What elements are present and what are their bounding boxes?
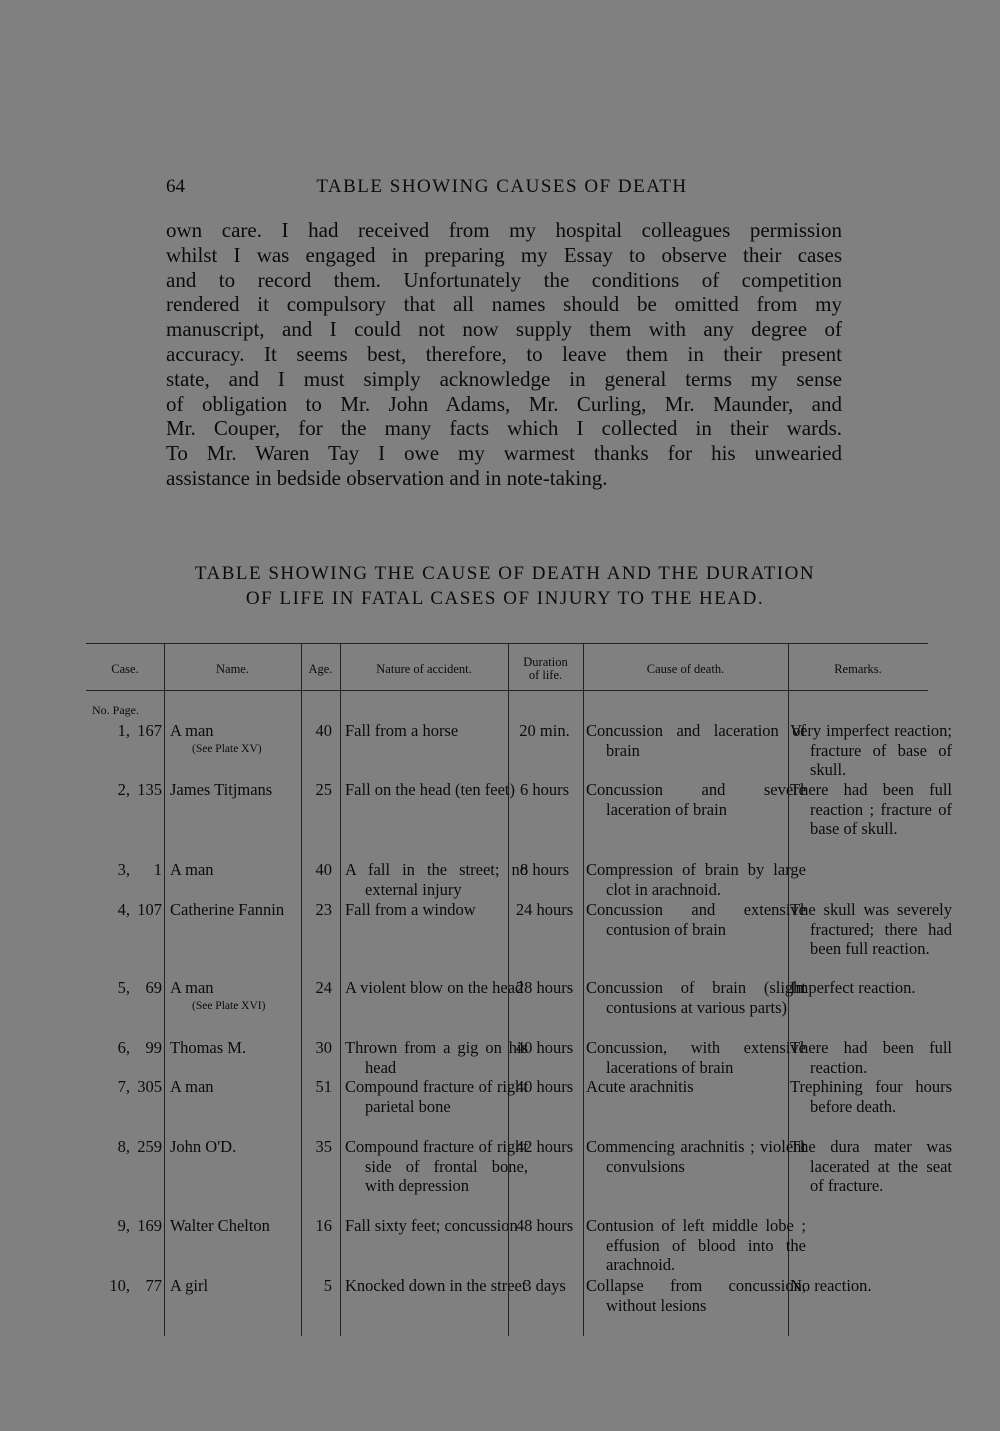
case-number: 8,	[117, 1137, 130, 1156]
case-page: 69	[145, 978, 162, 997]
patient-name	[170, 978, 300, 1015]
text-line: assistance in bedside observation and in note-taking.	[166, 465, 608, 490]
patient-name	[170, 1038, 300, 1058]
table-top-rule	[86, 643, 928, 644]
duration-of-life: 20 min.	[519, 721, 570, 740]
case-page: 305	[137, 1077, 162, 1096]
name-text: A girl	[170, 1276, 209, 1295]
cause-of-death: Concussion and severe laceration of brain	[586, 780, 806, 819]
name-text: Walter Chelton	[170, 1216, 270, 1235]
column-divider	[583, 643, 584, 1336]
cause-of-death: Concussion, with extensive lacerations of brain	[586, 1038, 806, 1077]
caption-line: OF LIFE IN FATAL CASES OF INJURY TO THE HEAD.	[245, 588, 765, 609]
text-line: Mr. Couper, for the many facts which I collected in their wards.	[166, 416, 842, 441]
text-line: and to record them. Unfortunately the conditions of competition	[166, 267, 842, 292]
case-number: 1,	[117, 721, 130, 740]
text-line: accuracy. It seems best, therefore, to leave them in their present	[166, 341, 842, 366]
caption-line: TABLE SHOWING THE CAUSE OF DEATH AND THE DURATION	[194, 563, 816, 584]
plate-note: (See Plate XVI)	[192, 999, 266, 1012]
nature-of-accident: Fall sixty feet; concussion	[345, 1216, 518, 1235]
text-line: rendered it compulsory that all names should be omitted from my	[166, 292, 842, 317]
table-caption	[150, 561, 860, 611]
patient-age: 5	[323, 1276, 332, 1295]
patient-age: 40	[315, 721, 332, 740]
duration-of-life: 48 hours	[515, 1216, 574, 1235]
cause-of-death: Acute arachnitis	[586, 1077, 694, 1096]
case-number: 6,	[117, 1038, 130, 1057]
header-duration-line: Duration	[523, 655, 568, 669]
case-number: 9,	[117, 1216, 130, 1235]
running-title: TABLE SHOWING CAUSES OF DEATH	[316, 176, 688, 197]
body-paragraph	[166, 218, 842, 491]
nature-of-accident: Fall from a window	[345, 900, 476, 919]
cause-of-death: Concussion and extensive contusion of brain	[586, 900, 806, 939]
header-duration	[508, 648, 583, 690]
name-text: John O'D.	[170, 1137, 237, 1156]
duration-of-life: 8 hours	[519, 860, 570, 879]
case-page: 167	[137, 721, 162, 740]
patient-name	[170, 1137, 300, 1157]
column-divider	[164, 643, 165, 1336]
patient-name	[170, 1077, 300, 1097]
header-bottom-rule	[86, 690, 928, 691]
duration-of-life: 40 hours	[515, 1077, 574, 1096]
remarks: No reaction.	[790, 1276, 872, 1295]
header-cause: Cause of death.	[646, 661, 725, 676]
text-line: own care. I had received from my hospital colleagues permission	[166, 218, 842, 242]
running-head	[166, 176, 838, 200]
patient-age: 30	[315, 1038, 332, 1057]
case-number: 7,	[117, 1077, 130, 1096]
cause-of-death: Contusion of left middle lobe ; effusion of blood into the arachnoid.	[586, 1216, 806, 1274]
remarks: Imperfect reaction.	[790, 978, 916, 997]
name-text: A man	[170, 860, 214, 879]
case-page: 107	[137, 900, 162, 919]
remarks: There had been full reaction ; fracture of base of skull.	[790, 780, 952, 838]
column-divider	[340, 643, 341, 1336]
patient-age: 25	[315, 780, 332, 799]
text-line: of obligation to Mr. John Adams, Mr. Curling, Mr. Maunder, and	[166, 391, 842, 416]
duration-of-life: 24 hours	[515, 900, 574, 919]
cause-of-death: Compression of brain by large clot in arachnoid.	[586, 860, 806, 899]
case-number: 3,	[117, 860, 130, 879]
remarks: Very imperfect reaction; fracture of base of skull.	[790, 721, 952, 779]
text-line: state, and I must simply acknowledge in general terms my sense	[166, 366, 842, 391]
remarks: The skull was severely fractured; there had been full reaction.	[790, 900, 952, 958]
patient-name	[170, 1276, 300, 1296]
text-line: To Mr. Waren Tay I owe my warmest thanks for his unwearied	[166, 441, 842, 466]
patient-name	[170, 860, 300, 880]
patient-age: 16	[315, 1216, 332, 1235]
text-line: manuscript, and I could not now supply them with any degree of	[166, 317, 842, 342]
patient-name	[170, 900, 320, 920]
page-number: 64	[166, 176, 185, 197]
case-page: 1	[153, 860, 162, 879]
case-page: 135	[137, 780, 162, 799]
case-number: 10,	[109, 1276, 130, 1295]
name-text: A man	[170, 721, 214, 740]
remarks: The dura mater was lacerated at the seat of fracture.	[790, 1137, 952, 1195]
header-duration-line: of life.	[528, 668, 563, 682]
case-number: 4,	[117, 900, 130, 919]
header-remarks: Remarks.	[834, 661, 882, 676]
plate-note: (See Plate XV)	[192, 742, 262, 755]
duration-of-life: 6 hours	[519, 780, 570, 799]
header-name: Name.	[216, 661, 249, 676]
patient-age: 23	[315, 900, 332, 919]
case-number: 5,	[117, 978, 130, 997]
duration-of-life: 40 hours	[515, 1038, 574, 1057]
patient-name	[170, 721, 300, 758]
nature-of-accident: Fall on the head (ten feet)	[345, 780, 515, 799]
name-text: A man	[170, 1077, 214, 1096]
nature-of-accident: Compound fracture of right side of frontal bone, with depression	[345, 1137, 528, 1195]
nature-of-accident: Fall from a horse	[345, 721, 459, 740]
name-text: James Titjmans	[170, 780, 273, 799]
case-page: 169	[137, 1216, 162, 1235]
name-text: Thomas M.	[170, 1038, 247, 1057]
case-page: 99	[145, 1038, 162, 1057]
patient-age: 40	[315, 860, 332, 879]
duration-of-life: 42 hours	[515, 1137, 574, 1156]
cause-of-death: Collapse from concussion, without lesions	[586, 1276, 806, 1315]
remarks: There had been full reaction.	[790, 1038, 952, 1077]
nature-of-accident: Knocked down in the street	[345, 1276, 527, 1295]
duration-of-life: 3 days	[523, 1276, 566, 1295]
nature-of-accident: A violent blow on the head	[345, 978, 524, 997]
cause-of-death: Concussion and laceration of brain	[586, 721, 806, 760]
patient-name	[170, 780, 300, 800]
duration-of-life: 28 hours	[515, 978, 574, 997]
remarks: Trephining four hours before death.	[790, 1077, 952, 1116]
patient-age: 24	[315, 978, 332, 997]
header-case: Case.	[111, 661, 139, 676]
patient-age: 51	[315, 1077, 332, 1096]
case-page: 77	[145, 1276, 162, 1295]
header-nature: Nature of accident.	[376, 661, 472, 676]
name-text: Catherine Fannin	[170, 900, 285, 919]
case-page: 259	[137, 1137, 162, 1156]
name-text: A man	[170, 978, 214, 997]
nature-of-accident: Thrown from a gig on his head	[345, 1038, 528, 1077]
cause-of-death: Concussion of brain (slight contusions at various parts)	[586, 978, 806, 1017]
nature-of-accident: A fall in the street; no external injury	[345, 860, 528, 899]
case-number: 2,	[117, 780, 130, 799]
nature-of-accident: Compound fracture of right parietal bone	[345, 1077, 528, 1116]
cause-of-death: Commencing arachnitis ; violent convulsions	[586, 1137, 806, 1176]
header-age: Age.	[308, 661, 333, 676]
case-subheader: No. Page.	[92, 703, 139, 717]
patient-age: 35	[315, 1137, 332, 1156]
text-line: whilst I was engaged in preparing my Essay to observe their cases	[166, 242, 842, 267]
patient-name	[170, 1216, 300, 1236]
